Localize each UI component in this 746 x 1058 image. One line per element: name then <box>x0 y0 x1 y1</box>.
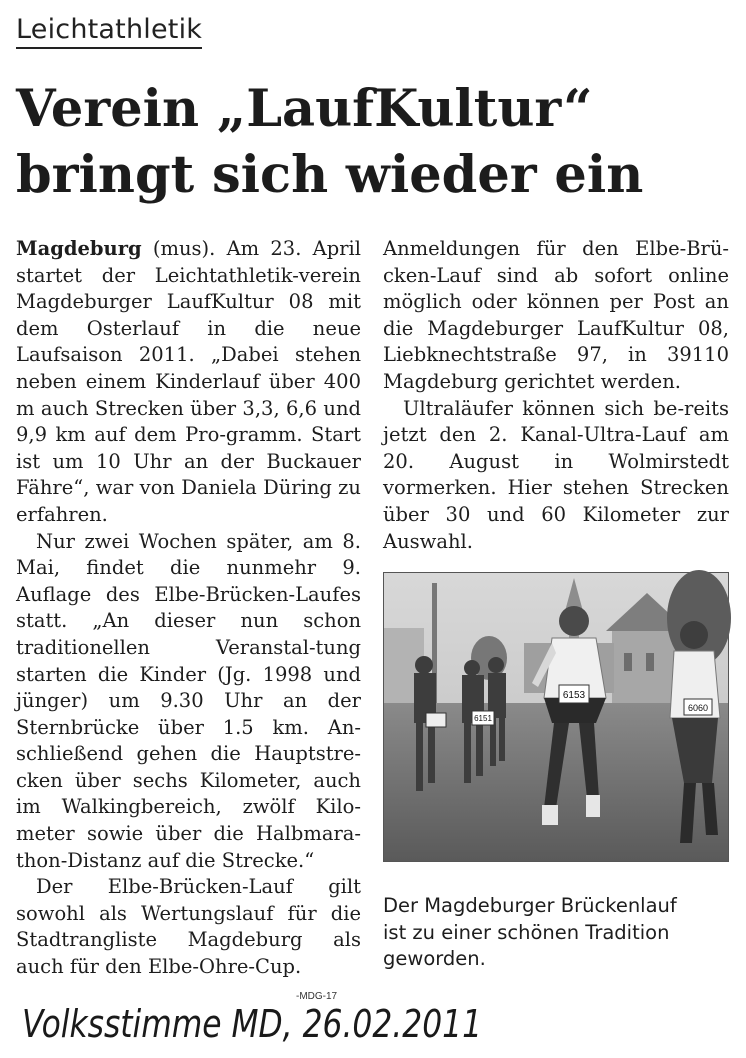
handwritten-source-note <box>16 985 496 1055</box>
handwriting-graphic <box>16 985 496 1055</box>
bib-number: 6060 <box>687 703 709 713</box>
headline-line-2: bringt sich wieder ein <box>16 145 644 205</box>
caption-line: Der Magdeburger Brückenlauf <box>383 894 677 917</box>
article-column-left <box>16 236 361 981</box>
article-paragraph: Der Elbe-Brücken-Lauf gilt sowohl als Wertungslauf für die Stadtrangliste Magdeburg als auch für den Elbe-Ohre-Cup. <box>16 875 361 979</box>
race-photo <box>383 572 729 862</box>
dateline: Magdeburg <box>16 237 142 260</box>
article-paragraph: Nur zwei Wochen später, am 8. Mai, findet die nunmehr 9. Auflage des Elbe-Brücken-Laufes statt. „An dieser nun schon traditionellen Veranstal-tung starten die Kinder (Jg. 1998 und jünger) um 9.30 Uhr an der Sternbrücke über 1.5 km. An-schließend gehen die Hauptstre-cken über sechs Kilometer, auch im Walkingbereich, zwölf Kilo-meter sowie über die Halbmara-thon-Distanz auf die Strecke.“ <box>16 529 361 872</box>
caption-line: geworden. <box>383 947 486 971</box>
article-column-right <box>383 236 729 555</box>
article-paragraph <box>16 236 361 529</box>
headline <box>16 76 736 208</box>
handwritten-text: Volksstimme MD, 26.02.2011 <box>22 1002 482 1046</box>
stamp-text: -MDG-17 <box>296 991 338 1002</box>
article-paragraph: Anmeldungen für den Elbe-Brü-cken-Lauf sind ab sofort online möglich oder können per Post an die Magdeburger LaufKultur 08, Liebknechtstraße 97, in 39110 Magdeburg gerichtet werden. <box>383 237 729 393</box>
section-label: Leichtathletik <box>16 14 202 49</box>
article-paragraph: Ultraläufer können sich be-reits jetzt den 2. Kanal-Ultra-Lauf am 20. August in Wolmirstedt vormerken. Hier stehen Strecken über 30 und 60 Kilometer zur Auswahl. <box>383 396 729 553</box>
headline-line-1: Verein „LaufKultur“ <box>16 79 593 139</box>
photo-caption <box>383 893 729 973</box>
bib-number: 6151 <box>474 714 492 723</box>
caption-line: ist zu einer schönen Tradition <box>383 920 670 944</box>
paragraph-text: (mus). Am 23. April startet der Leichtathletik-verein Magdeburger LaufKultur 08 mit dem Osterlauf in die neue Laufsaison 2011. „Dabei stehen neben einem Kinderlauf über 400 m auch Strecken über 3,3, 6,6 und 9,9 km auf dem Pro-gramm. Start ist um 10 Uhr an der Buckauer Fähre“, war von Daniela Düring zu erfahren. <box>16 237 361 526</box>
bib-number: 6153 <box>562 690 586 701</box>
